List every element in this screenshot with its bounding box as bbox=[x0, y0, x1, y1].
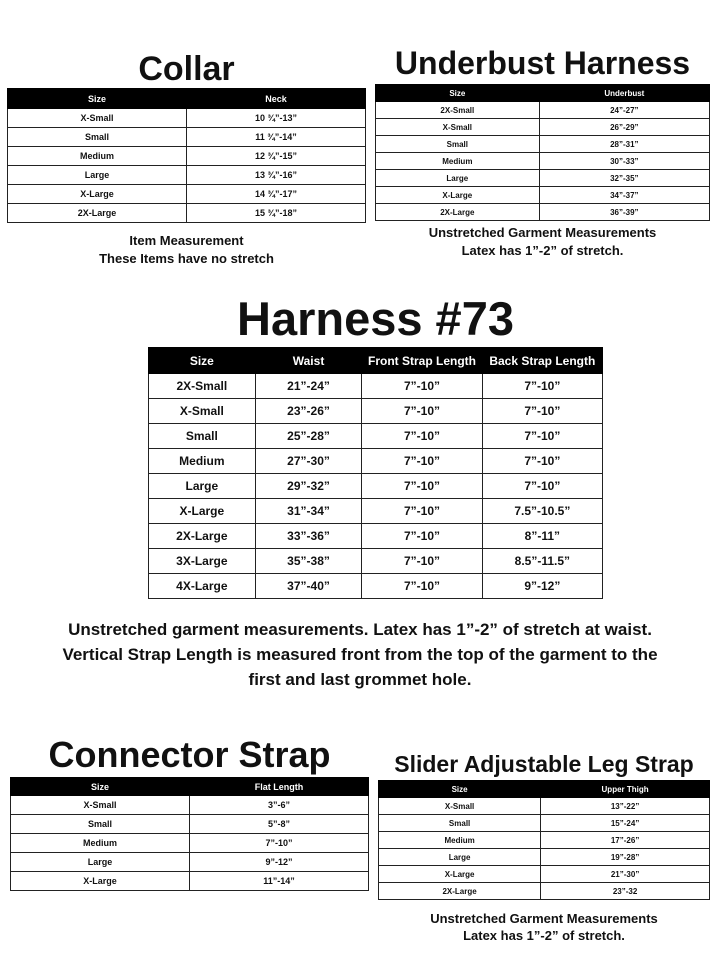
collar-note bbox=[7, 232, 366, 267]
table-cell: 7”-10” bbox=[482, 449, 602, 474]
table-cell: 8”-11” bbox=[482, 524, 602, 549]
table-header-row bbox=[376, 85, 710, 102]
column-header: Size bbox=[8, 89, 187, 109]
table-row bbox=[149, 474, 603, 499]
table-cell: 12 ¾”-15” bbox=[187, 147, 366, 166]
table-cell: 13”-22” bbox=[541, 798, 710, 815]
table-cell: 24”-27” bbox=[539, 102, 709, 119]
table-row bbox=[8, 166, 366, 185]
table-cell: Medium bbox=[8, 147, 187, 166]
collar-note-line-2: These Items have no stretch bbox=[99, 250, 274, 266]
table-cell: 7”-10” bbox=[362, 499, 482, 524]
harness-73-section bbox=[148, 290, 603, 599]
table-cell: 2X-Large bbox=[149, 524, 256, 549]
table-cell: X-Large bbox=[8, 185, 187, 204]
table-cell: 7”-10” bbox=[362, 474, 482, 499]
harness-73-size-table bbox=[148, 347, 603, 599]
table-row bbox=[379, 798, 710, 815]
table-cell: 26”-29” bbox=[539, 119, 709, 136]
table-cell: Small bbox=[11, 815, 190, 834]
table-cell: 7”-10” bbox=[362, 424, 482, 449]
underbust-section bbox=[375, 42, 710, 259]
table-header-row bbox=[8, 89, 366, 109]
connector-strap-section bbox=[10, 733, 369, 891]
table-cell: Large bbox=[379, 849, 541, 866]
table-cell: 36”-39” bbox=[539, 204, 709, 221]
harness-73-note-line-3: first and last grommet hole. bbox=[248, 670, 472, 689]
table-cell: X-Large bbox=[379, 866, 541, 883]
table-cell: 7”-10” bbox=[482, 374, 602, 399]
table-cell: 11”-14” bbox=[190, 872, 369, 891]
table-cell: 7”-10” bbox=[482, 399, 602, 424]
table-cell: 7”-10” bbox=[482, 474, 602, 499]
underbust-size-table bbox=[375, 84, 710, 221]
table-cell: 7”-10” bbox=[362, 399, 482, 424]
table-cell: Medium bbox=[149, 449, 256, 474]
table-cell: 32”-35” bbox=[539, 170, 709, 187]
slider-leg-strap-note-line-1: Unstretched Garment Measurements bbox=[430, 911, 658, 926]
table-row bbox=[376, 170, 710, 187]
table-cell: 15”-24” bbox=[541, 815, 710, 832]
table-cell: Large bbox=[149, 474, 256, 499]
table-cell: 15 ¾”-18” bbox=[187, 204, 366, 223]
table-row bbox=[149, 424, 603, 449]
column-header: Front Strap Length bbox=[362, 348, 482, 374]
table-row bbox=[376, 153, 710, 170]
collar-section bbox=[7, 50, 366, 267]
table-cell: 8.5”-11.5” bbox=[482, 549, 602, 574]
harness-73-note bbox=[30, 617, 690, 692]
table-row bbox=[379, 883, 710, 900]
table-cell: 21”-24” bbox=[255, 374, 362, 399]
column-header: Back Strap Length bbox=[482, 348, 602, 374]
harness-73-note-line-2: Vertical Strap Length is measured front from the top of the garment to the bbox=[62, 645, 658, 664]
table-cell: 3X-Large bbox=[149, 549, 256, 574]
table-row bbox=[8, 109, 366, 128]
table-row bbox=[379, 815, 710, 832]
table-row bbox=[376, 102, 710, 119]
table-cell: X-Small bbox=[149, 399, 256, 424]
underbust-note-line-1: Unstretched Garment Measurements bbox=[428, 225, 657, 240]
table-row bbox=[379, 832, 710, 849]
table-cell: 19”-28” bbox=[541, 849, 710, 866]
column-header: Flat Length bbox=[190, 778, 369, 796]
table-cell: X-Small bbox=[379, 798, 541, 815]
table-cell: 7”-10” bbox=[362, 449, 482, 474]
table-cell: 33”-36” bbox=[255, 524, 362, 549]
table-cell: 7.5”-10.5” bbox=[482, 499, 602, 524]
table-row bbox=[376, 119, 710, 136]
table-cell: 29”-32” bbox=[255, 474, 362, 499]
table-cell: 10 ¾”-13” bbox=[187, 109, 366, 128]
table-cell: 14 ¾”-17” bbox=[187, 185, 366, 204]
underbust-title: Underbust Harness bbox=[394, 45, 691, 81]
column-header: Waist bbox=[255, 348, 362, 374]
collar-title: Collar bbox=[138, 50, 235, 88]
table-cell: 2X-Large bbox=[376, 204, 540, 221]
harness-73-title: Harness #73 bbox=[237, 292, 514, 345]
table-row bbox=[379, 849, 710, 866]
table-header-row bbox=[149, 348, 603, 374]
table-cell: Small bbox=[379, 815, 541, 832]
table-row bbox=[8, 147, 366, 166]
table-cell: Large bbox=[376, 170, 540, 187]
table-row bbox=[376, 136, 710, 153]
column-header: Size bbox=[379, 781, 541, 798]
table-cell: 11 ¾”-14” bbox=[187, 128, 366, 147]
column-header: Neck bbox=[187, 89, 366, 109]
table-cell: 21”-30” bbox=[541, 866, 710, 883]
table-cell: X-Small bbox=[8, 109, 187, 128]
table-cell: Small bbox=[149, 424, 256, 449]
slider-leg-strap-note bbox=[378, 910, 710, 944]
table-cell: 7”-10” bbox=[482, 424, 602, 449]
table-cell: 7”-10” bbox=[362, 374, 482, 399]
table-header-row bbox=[11, 778, 369, 796]
column-header: Upper Thigh bbox=[541, 781, 710, 798]
table-cell: X-Large bbox=[376, 187, 540, 204]
slider-leg-strap-title: Slider Adjustable Leg Strap bbox=[394, 751, 694, 777]
column-header: Size bbox=[149, 348, 256, 374]
table-cell: Small bbox=[8, 128, 187, 147]
table-cell: 35”-38” bbox=[255, 549, 362, 574]
table-cell: 7”-10” bbox=[362, 524, 482, 549]
table-cell: 37”-40” bbox=[255, 574, 362, 599]
table-cell: 13 ¾”-16” bbox=[187, 166, 366, 185]
table-cell: 7”-10” bbox=[190, 834, 369, 853]
table-row bbox=[149, 524, 603, 549]
table-cell: 4X-Large bbox=[149, 574, 256, 599]
table-cell: 23”-26” bbox=[255, 399, 362, 424]
harness-73-note-line-1: Unstretched garment measurements. Latex has 1”-2” of stretch at waist. bbox=[68, 620, 652, 639]
table-cell: 34”-37” bbox=[539, 187, 709, 204]
table-row bbox=[8, 204, 366, 223]
table-cell: 30”-33” bbox=[539, 153, 709, 170]
table-cell: Large bbox=[8, 166, 187, 185]
table-row bbox=[149, 449, 603, 474]
table-row bbox=[149, 499, 603, 524]
column-header: Underbust bbox=[539, 85, 709, 102]
slider-leg-strap-section bbox=[378, 748, 710, 944]
table-row bbox=[8, 128, 366, 147]
table-row bbox=[11, 872, 369, 891]
table-cell: X-Small bbox=[11, 796, 190, 815]
table-row bbox=[376, 204, 710, 221]
table-cell: 2X-Small bbox=[149, 374, 256, 399]
table-cell: 23”-32 bbox=[541, 883, 710, 900]
collar-note-line-1: Item Measurement bbox=[129, 233, 244, 248]
table-row bbox=[376, 187, 710, 204]
table-cell: Small bbox=[376, 136, 540, 153]
table-row bbox=[149, 574, 603, 599]
slider-leg-strap-size-table bbox=[378, 780, 710, 900]
table-cell: 17”-26” bbox=[541, 832, 710, 849]
table-cell: 27”-30” bbox=[255, 449, 362, 474]
table-cell: 7”-10” bbox=[362, 574, 482, 599]
column-header: Size bbox=[11, 778, 190, 796]
table-cell: 2X-Large bbox=[379, 883, 541, 900]
table-row bbox=[11, 796, 369, 815]
table-cell: 31”-34” bbox=[255, 499, 362, 524]
table-row bbox=[149, 549, 603, 574]
table-cell: 25”-28” bbox=[255, 424, 362, 449]
table-cell: Large bbox=[11, 853, 190, 872]
underbust-note-line-2: Latex has 1”-2” of stretch. bbox=[461, 242, 624, 258]
table-row bbox=[379, 866, 710, 883]
table-cell: 7”-10” bbox=[362, 549, 482, 574]
table-cell: 9”-12” bbox=[190, 853, 369, 872]
underbust-note bbox=[375, 224, 710, 259]
slider-leg-strap-note-line-2: Latex has 1”-2” of stretch. bbox=[463, 928, 625, 943]
table-cell: 2X-Large bbox=[8, 204, 187, 223]
column-header: Size bbox=[376, 85, 540, 102]
collar-size-table bbox=[7, 88, 366, 223]
table-cell: 5”-8” bbox=[190, 815, 369, 834]
table-cell: Medium bbox=[376, 153, 540, 170]
table-row bbox=[149, 399, 603, 424]
table-cell: X-Small bbox=[376, 119, 540, 136]
table-row bbox=[11, 815, 369, 834]
table-cell: 28”-31” bbox=[539, 136, 709, 153]
table-cell: 9”-12” bbox=[482, 574, 602, 599]
table-row bbox=[11, 853, 369, 872]
table-row bbox=[8, 185, 366, 204]
connector-strap-title: Connector Strap bbox=[48, 734, 331, 775]
table-cell: X-Large bbox=[11, 872, 190, 891]
table-header-row bbox=[379, 781, 710, 798]
table-cell: Medium bbox=[11, 834, 190, 853]
table-row bbox=[149, 374, 603, 399]
table-cell: 2X-Small bbox=[376, 102, 540, 119]
connector-strap-size-table bbox=[10, 777, 369, 891]
table-cell: Medium bbox=[379, 832, 541, 849]
table-cell: X-Large bbox=[149, 499, 256, 524]
table-row bbox=[11, 834, 369, 853]
table-cell: 3”-6” bbox=[190, 796, 369, 815]
